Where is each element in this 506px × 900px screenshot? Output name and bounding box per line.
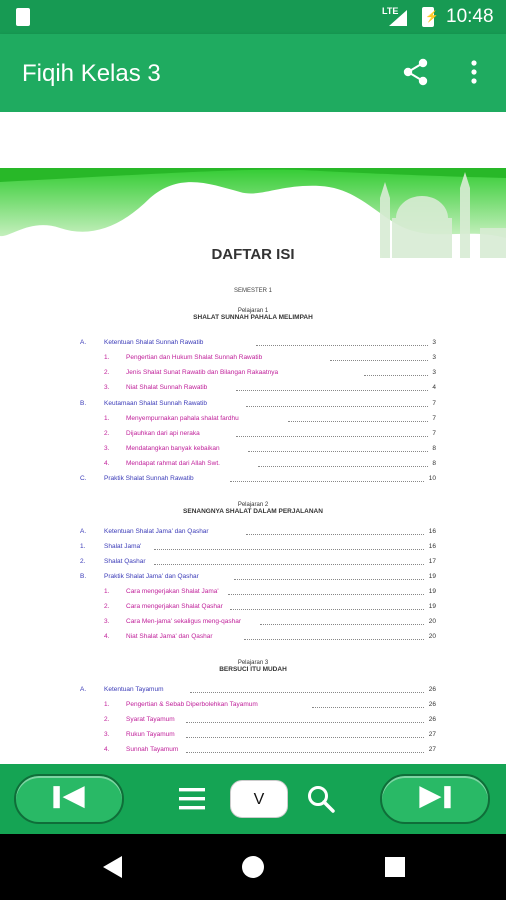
menu-icon[interactable] [177,784,207,814]
lesson-name: SENANGNYA SHALAT DALAM PERJALANAN [183,508,323,515]
toc-text: Ketentuan Shalat Jama' dan Qashar [104,528,209,535]
toc-text: Shalat Jama' [104,543,142,550]
toc-marker: B. [80,573,87,580]
toc-marker: A. [80,528,87,535]
toc-text: Keutamaan Shalat Sunnah Rawatib [104,400,207,407]
lesson-heading [0,502,506,515]
toc-leader [244,639,424,640]
toc-page: 27 [428,731,436,738]
toc-leader [246,406,428,407]
lesson-heading [0,308,506,321]
toc-entry[interactable] [80,400,436,410]
sim-card-icon [16,8,30,26]
toc-leader [260,624,424,625]
toc-marker: 4. [104,746,110,753]
toc-leader [246,534,424,535]
toc-page: 20 [428,633,436,640]
network-type: LTE [382,6,399,16]
toc-marker: B. [80,400,87,407]
toc-entry[interactable] [80,618,436,628]
document-viewer[interactable] [0,112,506,764]
page-number-input[interactable]: V [230,780,288,818]
toc-leader [186,737,424,738]
next-page-button[interactable] [380,774,490,824]
toc-marker: 1. [104,588,110,595]
toc-entry[interactable] [80,445,436,455]
skip-previous-icon [16,776,122,822]
toc-text: Menyempurnakan pahala shalat fardhu [126,415,239,422]
toc-entry[interactable] [80,603,436,613]
document-title: DAFTAR ISI [211,246,295,263]
toc-text: Ketentuan Tayamum [104,686,164,693]
toc-page: 19 [428,588,436,595]
lesson-heading [0,660,506,673]
toc-leader [236,436,428,437]
lesson-label: Pelajaran 3 [237,660,269,666]
toc-text: Cara Men-jama' sekaligus meng-qashar [126,618,242,625]
toc-text: Shalat Qashar [104,558,146,565]
toc-text: Rukun Tayamum [126,731,175,738]
toc-leader [190,692,424,693]
toc-page: 26 [428,686,436,693]
more-vert-icon[interactable] [462,54,486,90]
toc-marker: 2. [104,603,110,610]
toc-page: 26 [428,716,436,723]
toc-page: 3 [432,339,436,346]
page-header-decoration [0,168,506,308]
toc-marker: 1. [80,543,86,550]
toc-entry[interactable] [80,415,436,425]
toc-entry[interactable] [80,460,436,470]
toc-text: Ketentuan Shalat Sunnah Rawatib [104,339,204,346]
toc-leader [154,564,424,565]
toc-marker: 2. [80,558,86,565]
toc-page: 3 [432,369,436,376]
toc-page: 16 [428,528,436,535]
toc-entry[interactable] [80,588,436,598]
toc-text: Cara mengerjakan Shalat Qashar [126,603,223,610]
app-bar [0,34,506,112]
toc-page: 27 [428,746,436,753]
toc-leader [312,707,424,708]
toc-text: Praktik Shalat Jama' dan Qashar [104,573,199,580]
toc-leader [186,722,424,723]
toc-entry[interactable] [80,686,436,696]
reader-toolbar [0,764,506,834]
semester-heading: SEMESTER 1 [233,288,272,294]
toc-page: 17 [428,558,436,565]
toc-page: 19 [428,573,436,580]
toc-page: 16 [428,543,436,550]
toc-entry[interactable] [80,558,436,568]
toc-text: Niat Shalat Sunnah Rawatib [126,384,208,391]
toc-entry[interactable] [80,716,436,726]
toc-text: Niat Shalat Jama' dan Qashar [126,633,213,640]
charging-icon: ⚡ [425,11,439,23]
toc-marker: A. [80,339,87,346]
toc-entry[interactable] [80,746,436,756]
lesson-label: Pelajaran 2 [237,502,269,508]
toc-leader [234,579,424,580]
toc-leader [258,466,428,467]
toc-entry[interactable] [80,354,436,364]
toc-text: Cara mengerjakan Shalat Jama' [126,588,219,595]
clock: 10:48 [446,6,494,27]
toc-text: Pengertian dan Hukum Shalat Sunnah Rawatib [126,354,263,361]
toc-leader [186,752,424,753]
toc-page: 26 [428,701,436,708]
toc-marker: 2. [104,716,110,723]
toc-page: 7 [432,400,436,407]
toc-page: 7 [432,415,436,422]
status-bar [0,0,506,34]
toc-marker: 2. [104,369,110,376]
lesson-name: BERSUCI ITU MUDAH [219,666,287,673]
toc-text: Syarat Tayamum [126,716,175,723]
toc-marker: 3. [104,731,110,738]
toc-leader [248,451,428,452]
toc-entry[interactable] [80,633,436,643]
toc-entry[interactable] [80,384,436,394]
toc-entry[interactable] [80,369,436,379]
toc-entry[interactable] [80,543,436,553]
signal-icon [389,10,407,26]
toc-marker: 1. [104,415,110,422]
toc-page: 20 [428,618,436,625]
app-title: Fiqih Kelas 3 [22,60,161,87]
system-navigation-bar [0,834,506,900]
toc-leader [228,594,424,595]
toc-leader [330,360,428,361]
toc-marker: 3. [104,384,110,391]
search-icon[interactable] [306,784,336,814]
nav-back-icon[interactable] [100,854,124,880]
toc-text: Dijauhkan dari api neraka [126,430,200,437]
toc-entry[interactable] [80,573,436,583]
toc-marker: 3. [104,445,110,452]
toc-text: Pengertian & Sebab Diperbolehkan Tayamum [126,701,258,708]
nav-recents-icon[interactable] [384,856,406,878]
toc-marker: 1. [104,701,110,708]
toc-entry[interactable] [80,701,436,711]
toc-text: Jenis Shalat Sunat Rawatib dan Bilangan Rakaatnya [126,369,279,376]
toc-leader [364,375,428,376]
toc-page: 8 [432,445,436,452]
toc-text: Sunnah Tayamum [126,746,179,753]
previous-page-button[interactable] [14,774,124,824]
share-icon[interactable] [398,54,434,90]
toc-marker: 4. [104,633,110,640]
toc-text: Mendapat rahmat dari Allah Swt. [126,460,220,467]
toc-text: Praktik Shalat Sunnah Rawatib [104,475,194,482]
toc-leader [256,345,428,346]
nav-home-icon[interactable] [240,854,266,880]
toc-page: 3 [432,354,436,361]
toc-entry[interactable] [80,528,436,538]
toc-entry[interactable] [80,475,436,485]
lesson-label: Pelajaran 1 [237,308,269,314]
toc-entry[interactable] [80,430,436,440]
toc-marker: 1. [104,354,110,361]
toc-entry[interactable] [80,731,436,741]
toc-page: 7 [432,430,436,437]
toc-marker: 3. [104,618,110,625]
toc-marker: C. [80,475,87,482]
toc-page: 19 [428,603,436,610]
toc-text: Mendatangkan banyak kebaikan [126,445,220,452]
toc-leader [288,421,428,422]
toc-leader [154,549,424,550]
toc-leader [230,609,424,610]
toc-marker: 4. [104,460,110,467]
skip-next-icon [382,776,488,822]
toc-marker: A. [80,686,87,693]
toc-leader [236,390,428,391]
toc-page: 4 [432,384,436,391]
toc-marker: 2. [104,430,110,437]
toc-page: 8 [432,460,436,467]
toc-leader [230,481,424,482]
lesson-name: SHALAT SUNNAH PAHALA MELIMPAH [193,314,313,321]
toc-page: 10 [428,475,436,482]
toc-entry[interactable] [80,339,436,349]
